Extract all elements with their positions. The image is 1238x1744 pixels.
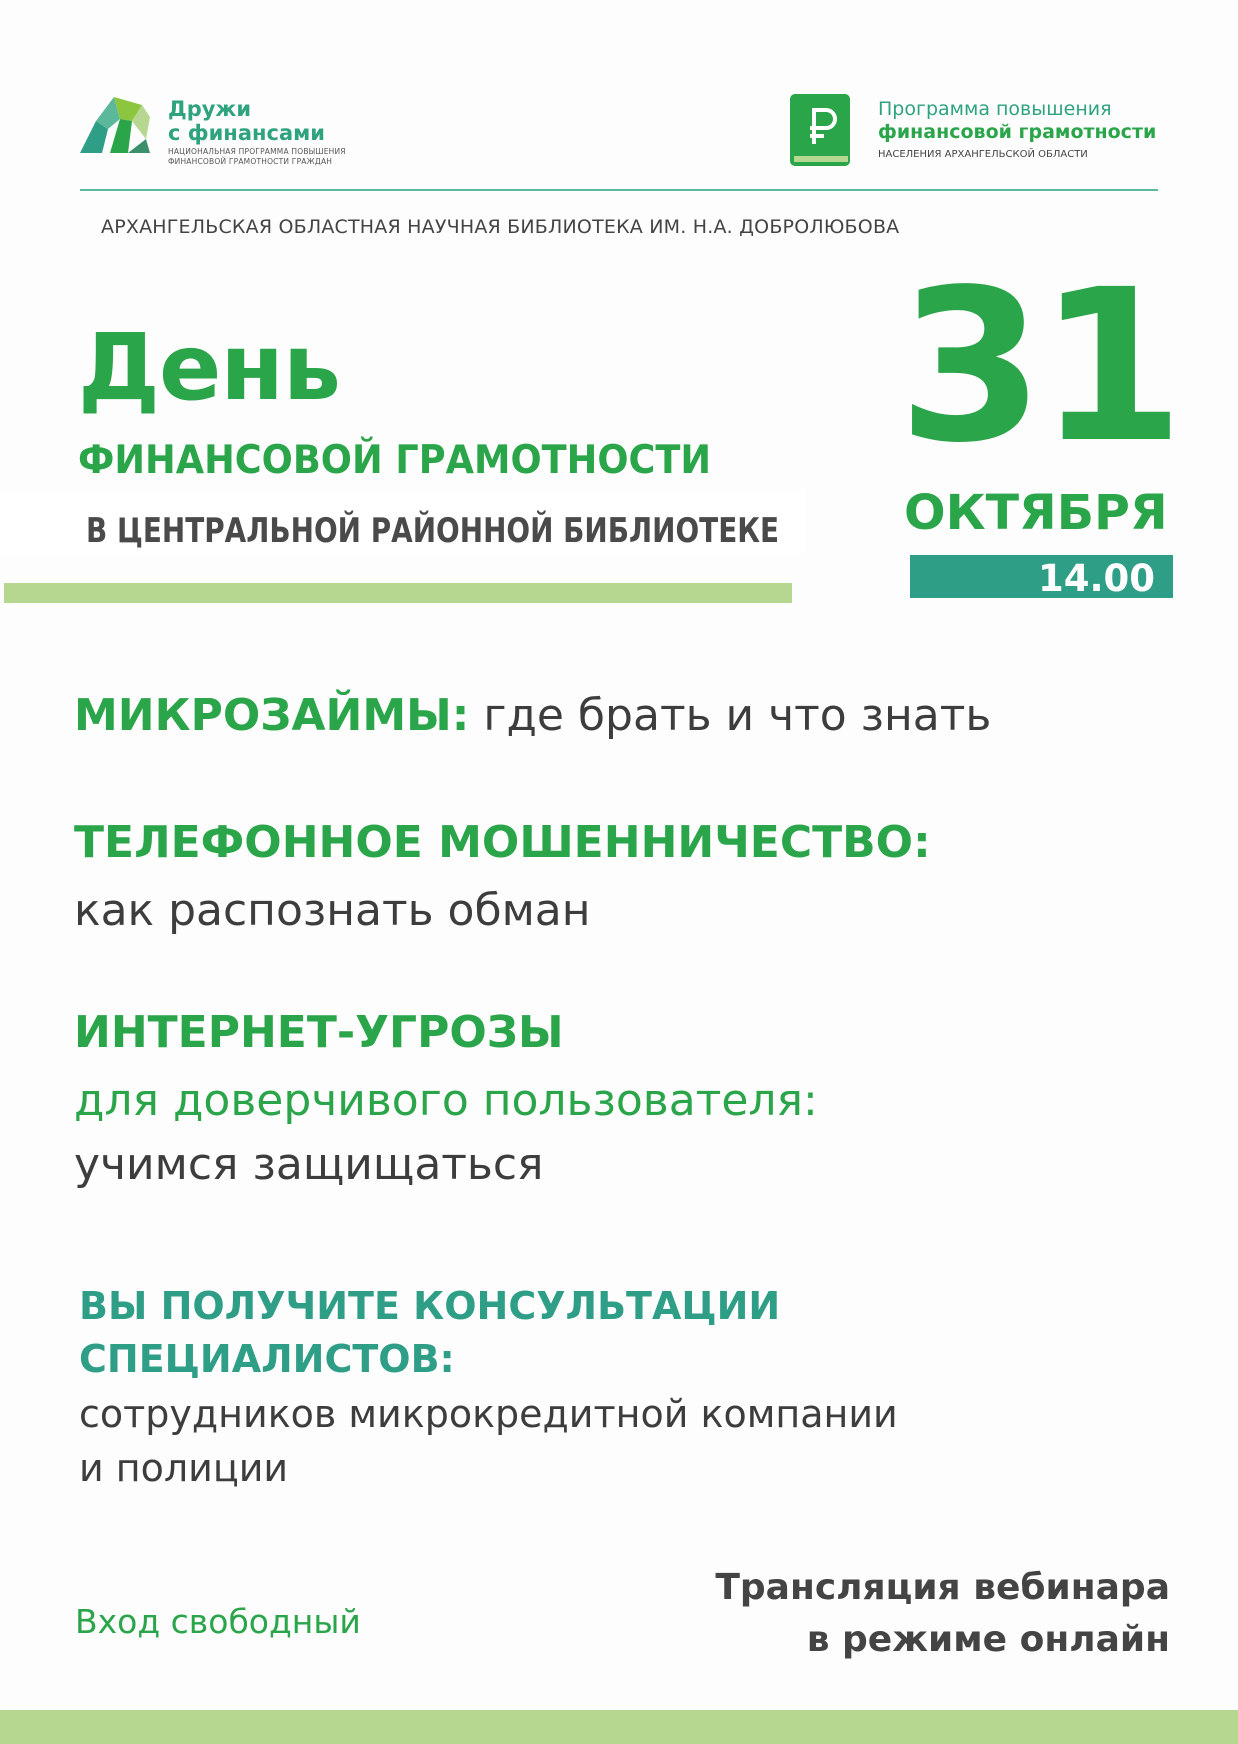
webinar-note: [715, 1562, 1170, 1666]
topic-3-desc-green: для доверчивого пользователя:: [74, 1075, 818, 1126]
library-name: АРХАНГЕЛЬСКАЯ ОБЛАСТНАЯ НАУЧНАЯ БИБЛИОТЕКА ИМ. Н.А. ДОБРОЛЮБОВА: [101, 216, 900, 238]
druzhi-s-finansami-logo: [80, 95, 380, 175]
time-badge: [910, 555, 1173, 598]
webinar-line-2: в режиме онлайн: [806, 1619, 1170, 1660]
date-month: ОКТЯБРЯ: [904, 485, 1168, 541]
topic-3-desc: учимся защищаться: [74, 1139, 544, 1190]
event-venue: В ЦЕНТРАЛЬНОЙ РАЙОННОЙ БИБЛИОТЕКЕ: [86, 511, 780, 551]
program-logo: [790, 94, 1190, 174]
event-title: День: [78, 314, 341, 421]
left-logo-title-2: с финансами: [168, 121, 325, 145]
topic-1-head: МИКРОЗАЙМЫ:: [74, 690, 470, 741]
origami-logo-icon: [80, 95, 158, 157]
webinar-line-1: Трансляция вебинара: [715, 1567, 1170, 1608]
consultation-head-2: СПЕЦИАЛИСТОВ:: [79, 1337, 455, 1381]
free-entry-note: Вход свободный: [75, 1602, 361, 1641]
left-logo-subtitle-2: ФИНАНСОВОЙ ГРАМОТНОСТИ ГРАЖДАН: [168, 157, 333, 166]
right-logo-line-3: НАСЕЛЕНИЯ АРХАНГЕЛЬСКОЙ ОБЛАСТИ: [878, 149, 1088, 160]
topic-1-rest: где брать и что знать: [469, 690, 992, 741]
bottom-band: [0, 1710, 1238, 1744]
topic-2-head: ТЕЛЕФОННОЕ МОШЕННИЧЕСТВО:: [74, 817, 931, 868]
left-logo-subtitle-1: НАЦИОНАЛЬНАЯ ПРОГРАММА ПОВЫШЕНИЯ: [168, 147, 346, 156]
right-logo-line-2: финансовой грамотности: [878, 121, 1157, 143]
event-time: 14.00: [1037, 557, 1155, 600]
consultation-head-1: ВЫ ПОЛУЧИТЕ КОНСУЛЬТАЦИИ: [79, 1284, 781, 1328]
right-logo-line-1: Программа повышения: [878, 98, 1112, 120]
consultation-line-1: сотрудников микрокредитной компании: [79, 1392, 898, 1436]
event-subtitle: ФИНАНСОВОЙ ГРАМОТНОСТИ: [78, 438, 712, 483]
topic-1: [74, 690, 991, 741]
left-logo-title-1: Дружи: [168, 97, 252, 121]
ruble-book-icon: [790, 94, 852, 168]
consultation-line-2: и полиции: [79, 1446, 289, 1490]
header-divider: [80, 189, 1158, 191]
date-day: 31: [898, 244, 1179, 489]
topic-2-desc: как распознать обман: [74, 885, 591, 936]
topic-3-head: ИНТЕРНЕТ-УГРОЗЫ: [74, 1007, 564, 1058]
title-underline: [4, 583, 792, 603]
